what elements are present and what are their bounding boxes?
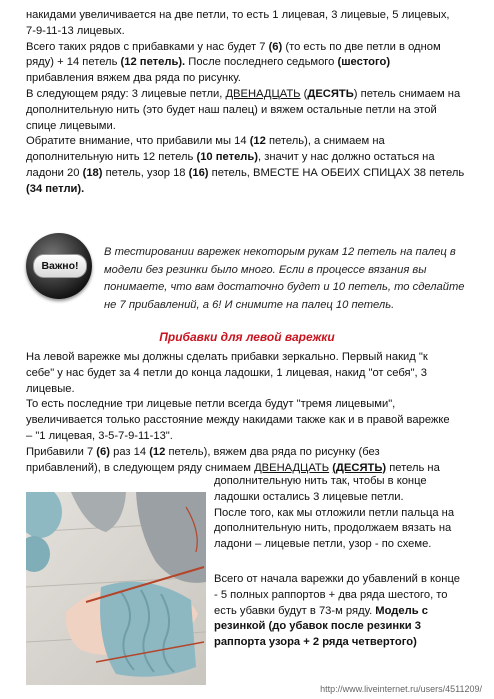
important-badge-label: Важно!	[33, 254, 87, 278]
knitting-photo	[26, 492, 206, 685]
right-column-text: дополнительную нить так, чтобы в конце ладошки остались 3 лицевые петли. После того, как мы отложили петли пальца на дополнительную нить, продолжаем вязать на ладони – лицевые петли, узор - по схеме.	[214, 475, 455, 551]
paragraph-increases-left: На левой варежке мы должны сделать прибавки зеркально. Первый накид "к себе" у нас будет за 4 петли до конца ладошки, 1 лицевая, накид "от себя", 3 лицевые. То есть последние три лицевые петли всегда будут "тремя лицевыми", увеличивается только расстояние между накидами также как и в правой варежке – "1 лицевая, 3-5-7-9-11-13". Прибавили 7 (6) раз 14 (12 петель), вяжем два ряда по рисунку (без прибавлений), в следующем ряду снимаем ДВЕНАДЦАТЬ (ДЕСЯТЬ) петель на	[26, 351, 450, 474]
right-column-text-2: Всего от начала варежки до убавлений в конце - 5 полных раппортов + два ряда шестого, то есть убавки будут в 73-м ряду. Модель с резинкой (до убавок после резинки 3 раппорта узора + 2 ряда четвертого)	[214, 573, 460, 649]
section-heading: Прибавки для левой варежки	[159, 330, 335, 344]
paragraph-increases-right: накидами увеличивается на две петли, то есть 1 лицевая, 3 лицевые, 5 лицевых, 7-9-11-13 лицевых. Всего таких рядов с прибавками у нас будет 7 (6) (то есть по две петли в одном ряду) + 14 петель (12 петель). После последнего седьмого (шестого) прибавления вяжем два ряда по рисунку. В следующем ряду: 3 лицевые петли, ДВЕНАДЦАТЬ (ДЕСЯТЬ) петель снимаем на дополнительную нить (это будет наш палец) и вяжем остальные петли на этой спице лицевыми. Обратите внимание, что прибавили мы 14 (12 петель), а снимаем на дополнительную нить 12 петель (10 петель), значит у нас должно остаться на ладони 20 (18) петель, узор 18 (16) петель, ВМЕСТЕ НА ОБЕИХ СПИЦАХ 38 петель (34 петли).	[26, 9, 465, 195]
important-note: В тестировании варежек некоторым рукам 12 петель на палец в модели без резинки было много. Если в процессе вязания вы понимаете, что вам достаточно будет и 10 петель, то сделайте не 7 прибавлений, а 6! И снимите на палец 10 петель.	[104, 246, 465, 311]
important-badge-icon	[26, 233, 92, 299]
footer-url: http://www.liveinternet.ru/users/4511209/	[320, 684, 482, 694]
